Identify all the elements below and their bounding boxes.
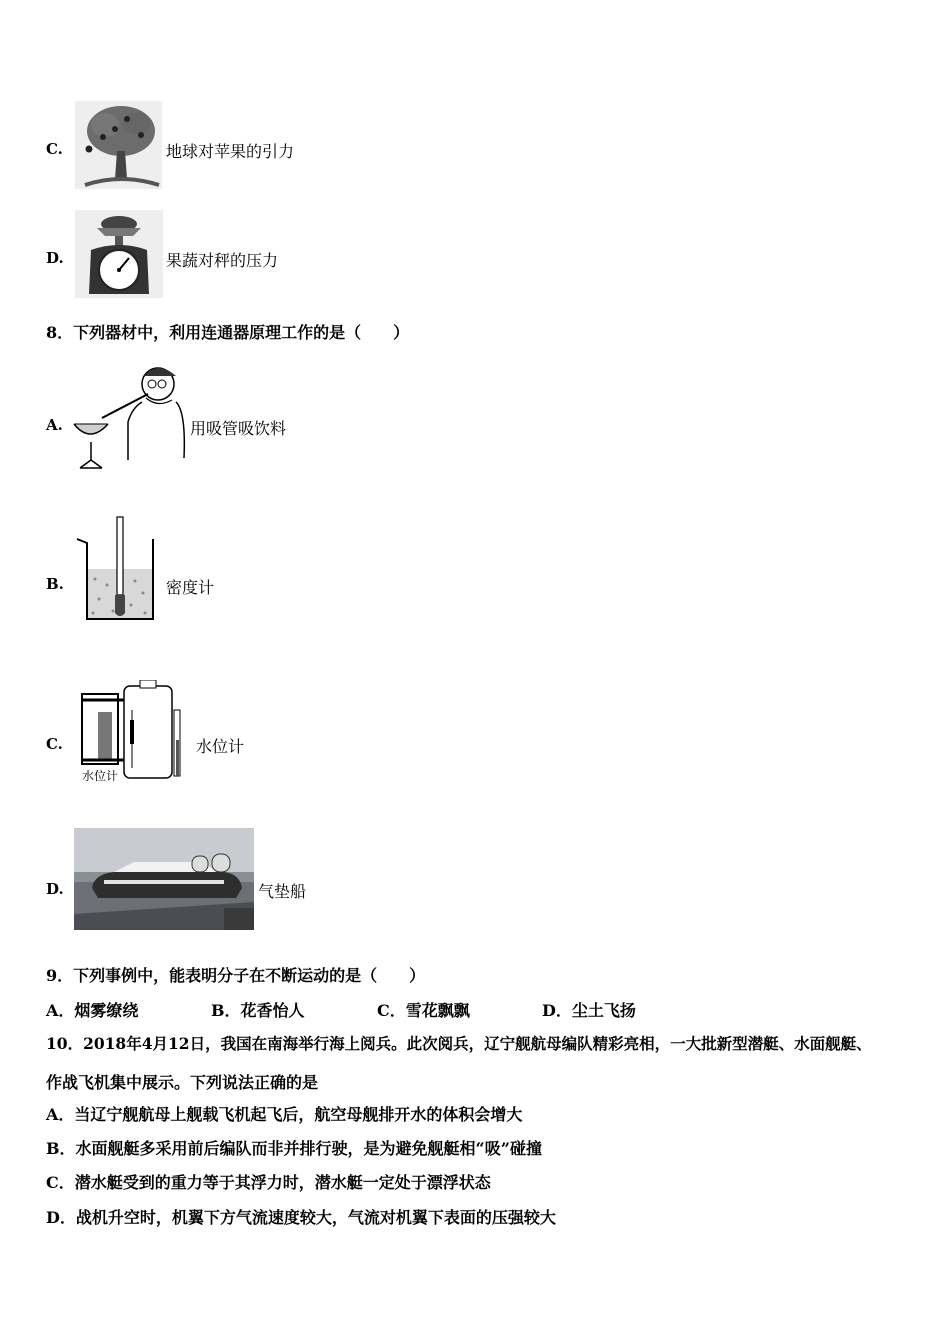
straw-drinking-icon (72, 358, 187, 473)
q9-option-c-label: C． (377, 1001, 406, 1020)
q10-option-c-text: 潜水艇受到的重力等于其浮力时，潜水艇一定处于漂浮状态 (74, 1173, 491, 1192)
q10-option-a-label: A． (46, 1105, 75, 1124)
hydrometer-icon (73, 513, 159, 625)
q10-option-d (46, 1205, 556, 1228)
q9-option-b (211, 998, 305, 1021)
q9-option-b-text: 花香怡人 (240, 1001, 305, 1020)
q9-option-a-label: A． (46, 1001, 75, 1020)
apple-tree-icon (75, 101, 162, 189)
q7-option-d-label: D. (46, 249, 64, 267)
water-gauge-caption: 水位计 (82, 769, 119, 783)
q7-option-c-label: C. (46, 140, 63, 158)
q9-option-d (542, 998, 636, 1021)
q9-option-d-label: D． (542, 1001, 572, 1020)
q8-stem: 8．下列器材中，利用连通器原理工作的是（ ） (46, 323, 410, 342)
boiler-water-gauge-icon (74, 680, 186, 786)
q10-option-c (46, 1170, 491, 1193)
q8-option-d-label: D. (46, 880, 64, 898)
q8-option-c-text: 水位计 (196, 737, 245, 756)
q8-option-d-text: 气垫船 (258, 882, 307, 901)
q10-option-b-label: B． (46, 1139, 76, 1158)
q10-option-a-text: 当辽宁舰航母上舰载飞机起飞后，航空母舰排开水的体积会增大 (74, 1105, 523, 1124)
q8-option-c-label: C. (46, 735, 63, 753)
q10-option-b (46, 1136, 542, 1159)
kitchen-scale-icon (75, 210, 163, 298)
q10-option-b-text: 水面舰艇多采用前后编队而非并排行驶，是为避免舰艇相“吸”碰撞 (75, 1139, 542, 1158)
q9-option-a (46, 998, 138, 1021)
q8-option-b-text: 密度计 (166, 578, 215, 597)
q9-option-a-text: 烟雾缭绕 (74, 1001, 139, 1020)
q10-option-d-text: 战机升空时，机翼下方气流速度较大，气流对机翼下表面的压强较大 (75, 1208, 556, 1227)
q10-option-c-label: C． (46, 1173, 75, 1192)
q7-option-d-text: 果蔬对秤的压力 (166, 251, 279, 270)
q9-option-d-text: 尘土飞扬 (571, 1001, 636, 1020)
q8-option-a-label: A. (46, 416, 63, 434)
q9-option-c-text: 雪花飘飘 (405, 1001, 470, 1020)
q7-option-c-text: 地球对苹果的引力 (166, 142, 295, 161)
q10-option-a (46, 1102, 522, 1125)
q10-stem-line1: 10．2018年4月12日，我国在南海举行海上阅兵。此次阅兵，辽宁舰航母编队精彩亮相，一大批新型潜艇、水面舰艇、 (46, 1034, 872, 1053)
q8-option-b-label: B. (46, 575, 64, 593)
q10-stem-line2: 作战飞机集中展示。下列说法正确的是 (46, 1073, 319, 1092)
q9-stem: 9．下列事例中，能表明分子在不断运动的是（ ） (46, 966, 426, 985)
q9-option-b-label: B． (211, 1001, 241, 1020)
q9-option-c (377, 998, 470, 1021)
hovercraft-photo-icon (74, 828, 254, 930)
q8-option-a-text: 用吸管吸饮料 (190, 419, 287, 438)
q10-option-d-label: D． (46, 1208, 76, 1227)
